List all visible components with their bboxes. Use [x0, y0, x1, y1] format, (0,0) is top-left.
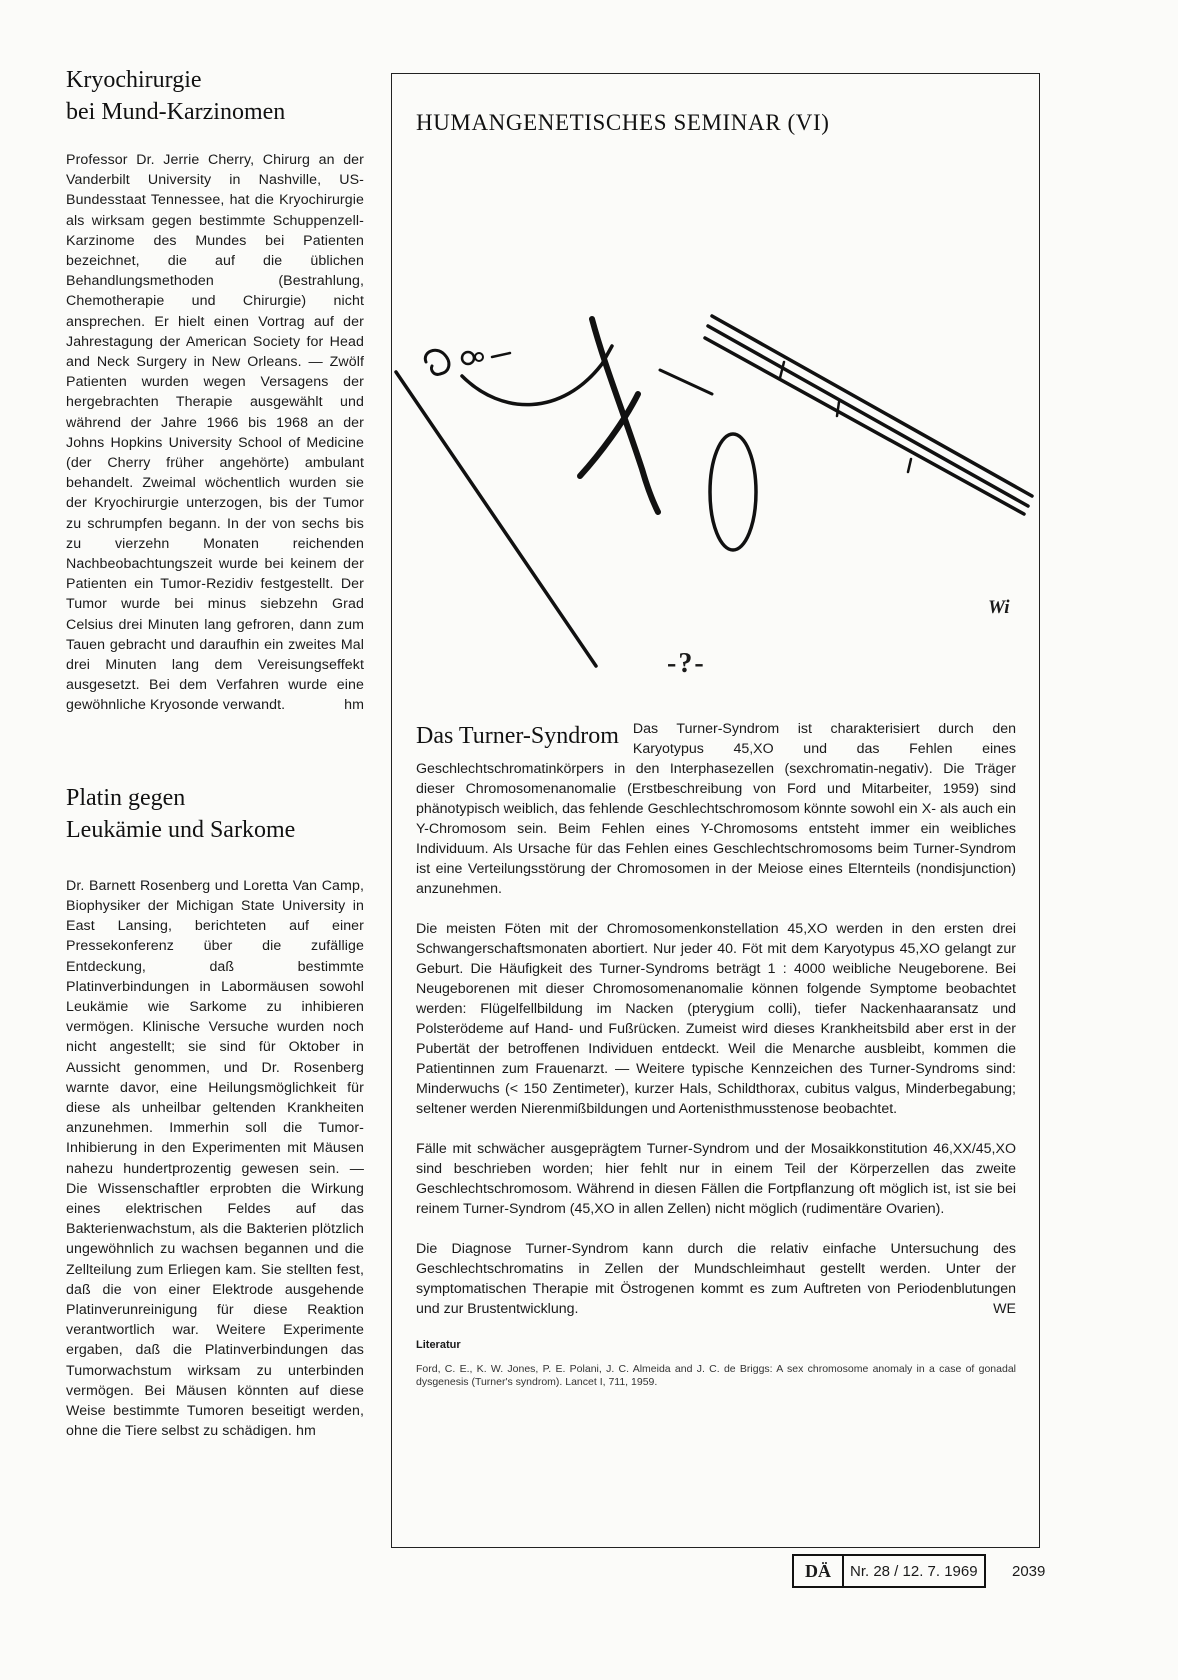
turner-paragraph: Fälle mit schwächer ausgeprägtem Turner-Syndrom und der Mosaikkonstitution 46,XX/45,XO sind beschrieben worden; hier fehlt nur in einem Teil der Körperzellen das zweite Geschlechtschromosom. Während in diesen Fällen die Fortpflanzung oft möglich ist, ist sie bei reinem Turner-Syndrom (45,XO in allen Zellen) nicht möglich (rudimentäre Ovarien). — [416, 1141, 1016, 1217]
turner-paragraph: Das Turner-Syndrom ist charakterisiert durch den Karyotypus 45,XO und das Fehlen eines Geschlechtschromatinkörpers in den Interphasezellen (sexchromatin-negativ). Die Träger dieser Chromosomenanomalie (Erstbeschreibung von Ford und Mitarbeiter, 1959) sind phänotypisch weiblich, das fehlende Geschlechtschromosom könnte sowohl ein X- als auch ein Y-Chromosom sein. Beim Fehlen eines Y-Chromosoms entsteht immer ein weibliches Individuum. Als Ursache für das Fehlen eines Geschlechtschromosoms beim Turner-Syndrom ist eine Verteilungsstörung der Chromosomen in der Meiose eines Elternteils (nondisjunction) anzunehmen. — [416, 721, 1016, 897]
cartoon-head — [425, 350, 449, 374]
turner-paragraph-text: Die Diagnose Turner-Syndrom kann durch die relativ einfache Untersuchung des Geschlechtschromatins in Zellen der Mundschleimhaut gestellt werden. Unter der symptomatischen Therapie mit Östrogenen kommt es zum Auftreten von Periodenblutungen und zur Brustentwicklung. — [416, 1241, 1016, 1317]
article-body — [66, 150, 364, 716]
cartoon-line-pair — [712, 316, 1032, 496]
article-body — [66, 876, 364, 1442]
article-platin — [66, 782, 364, 1442]
journal-logo: DÄ — [792, 1554, 844, 1588]
literature-heading: Literatur — [416, 1339, 461, 1351]
cartoon-tick — [908, 459, 911, 472]
cartoon-beak — [492, 353, 510, 357]
article-title — [66, 64, 364, 128]
turner-article — [416, 714, 1016, 1389]
turner-paragraph — [416, 1239, 1016, 1319]
article-title — [66, 782, 364, 846]
cartoon-eye — [475, 353, 483, 361]
literature-item: Ford, C. E., K. W. Jones, P. E. Polani, J. C. Almeida and J. C. de Briggs: A sex chromosome anomaly in a case of gonadal dysgenesis (Turner's syndrom). Lancet I, 711, 1959. — [416, 1363, 1016, 1388]
cartoon-arm — [462, 346, 612, 405]
cartoon-signature: Wi — [988, 597, 1010, 618]
article-kryochirurgie — [66, 64, 364, 716]
turner-signature: WE — [993, 1301, 1016, 1317]
article-title-line-2: Leukämie und Sarkome — [66, 816, 296, 843]
turner-title: Das Turner-Syndrom — [416, 723, 619, 749]
article-title-line-1: Kryochirurgie — [66, 67, 202, 93]
seminar-title: HUMANGENETISCHES SEMINAR (VI) — [416, 110, 830, 135]
issue-info: Nr. 28 / 12. 7. 1969 — [844, 1554, 986, 1588]
article-body-text: Professor Dr. Jerrie Cherry, Chirurg an der Vanderbilt University in Nashville, US-Bundesstaat Tennessee, hat die Kryochirurgie als wirksam gegen bestimmte Schuppenzell-Karzinome des Mundes bei Patienten bezeichnet, die auf die üblichen Behandlungsmethoden (Bestrahlung, Chemotherapie und Chirurgie) nicht ansprechen. Er hielt einen Vortrag auf der Jahrestagung der American Society for Head and Neck Surgery in New Orleans. — Zwölf Patienten wurden wegen Versagens der hergebrachten Therapie ausgewählt und während der Jahre 1966 bis 1968 an der Johns Hopkins University School of Medicine (der Cherry früher angehörte) ambulant behandelt. Zweimal wöchentlich wurden sie der Kryochirurgie unterzogen, bis der Tumor zu schrumpfen begann. In der von sechs bis zu vierzehn Monaten reichenden Nachbeobachtungszeit wurde bei keinem der Patienten ein Tumor-Rezidiv festgestellt. Der Tumor wurde bei minus siebzehn Grad Celsius drei Minuten lang gefroren, dann zum Tauen gebracht und daraufhin ein zweites Mal drei Minuten lang dem Vereisungseffekt ausgesetzt. Bei dem Verfahren wurde eine gewöhnliche Kryosonde verwandt. — [66, 152, 364, 714]
cartoon-tick — [837, 402, 839, 416]
article-title-line-1: Platin gegen — [66, 784, 186, 811]
article-body-text: Dr. Barnett Rosenberg und Loretta Van Camp, Biophysiker der Michigan State University in East Lansing, berichteten auf einer Pressekonferenz über die zufällige Entdeckung, daß bestimmte Platinverbindungen in Labormäusen sowohl Leukämie wie Sarkome zu inhibieren vermögen. Klinische Versuche wurden noch nicht angestellt; sie sind für Oktober in Aussicht genommen, und Dr. Rosenberg warnte davor, eine Heilungsmöglichkeit für diese als unheilbar geltenden Krankheiten anzunehmen. Immerhin soll die Tumor-Inhibierung in den Experimenten mit Mäusen nahezu hundertprozentig gewesen sein. — Die Wissenschaftler erprobten die Wirkung eines elektrischen Feldes auf das Bakterienwachstum, als die Bakterien plötzlich ungewöhnlich zu wachsen begannen und die Zellteilung zum Erliegen kam. Sie stellten fest, daß die von einer Elektrode ausgehende Platinverunreinigung für diese Reaktion verantwortlich war. Weitere Experimente ergaben, daß die Platinverbindungen das Tumorwachstum wirksam zu unterbinden vermögen. Bei Mäusen könnten auf diese Weise bestimmte Tumoren beseitigt werden, ohne die Tiere selbst zu schädigen. — [66, 877, 364, 1440]
page-footer — [792, 1553, 1045, 1589]
cartoon-illustration — [392, 254, 1039, 794]
cartoon-dash — [660, 370, 712, 394]
article-signature: hm — [344, 697, 364, 714]
left-column — [66, 64, 364, 1441]
seminar-box — [391, 73, 1040, 1548]
turner-paragraph: Die meisten Föten mit der Chromosomenkonstellation 45,XO werden in den ersten drei Schwangerschaftsmonaten abortiert. Nur jeder 40. Föt mit dem Karyotypus 45,XO gelangt zur Geburt. Die Häufigkeit des Turner-Syndroms beträgt 1 : 4000 weibliche Neugeborene. Bei Neugeborenen mit dieser Chromosomenanomalie können folgende Symptome beobachtet werden: Flügelfellbildung im Nacken (pterygium colli), tiefer Nackenhaaransatz und Polsterödeme auf Hand- und Fußrücken. Zumeist wird dieses Krankheitsbild aber erst in der Pubertät der betroffenen Individuen entdeckt. Weil die Menarche ausbleibt, kommen die Patientinnen zum Frauenarzt. — Weitere typische Kennzeichen des Turner-Syndroms sind: Minderwuchs (< 150 Zentimeter), kurzer Hals, Schildthorax, cubitus valgus, Minderbegabung; seltener werden Nierenmißbildungen und Aortenisthmusstenose beobachtet. — [416, 921, 1016, 1117]
cartoon-line-left — [396, 372, 596, 666]
cartoon-line-pair — [705, 338, 1024, 514]
cartoon-letter-o — [710, 434, 756, 550]
cartoon-caption: -?- — [667, 648, 706, 679]
cartoon-eye — [462, 352, 474, 364]
page-number: 2039 — [1012, 1562, 1046, 1580]
cartoon-drawing — [396, 316, 1032, 666]
article-title-line-2: bei Mund-Karzinomen — [66, 99, 286, 125]
article-signature: hm — [295, 1423, 316, 1440]
